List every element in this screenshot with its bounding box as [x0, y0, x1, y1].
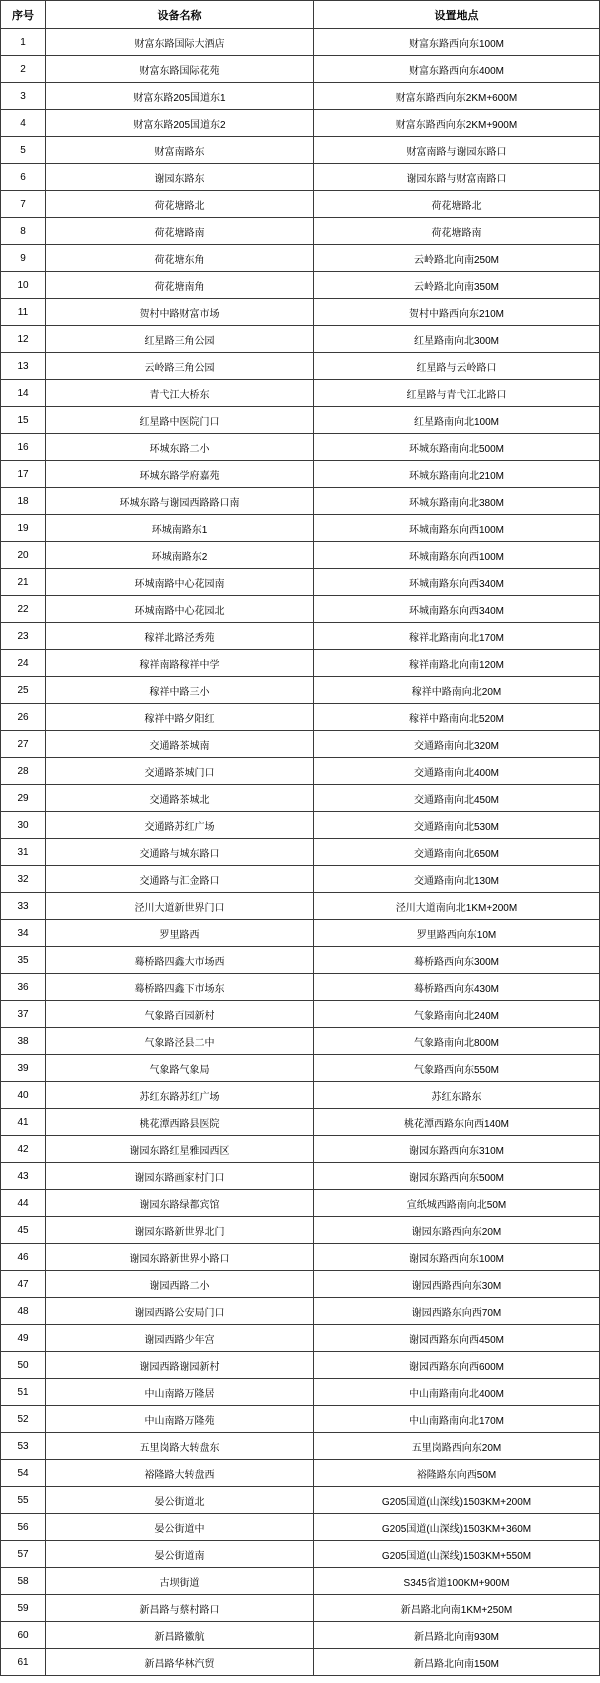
table-row [1, 218, 600, 245]
row-index: 57 [1, 1541, 46, 1568]
row-index: 51 [1, 1379, 46, 1406]
table-body [1, 29, 600, 1676]
row-location: 环城南路东向西340M [314, 569, 600, 596]
row-index: 12 [1, 326, 46, 353]
row-device-name: 交通路与汇金路口 [46, 866, 314, 893]
table-row [1, 1136, 600, 1163]
row-index: 22 [1, 596, 46, 623]
row-device-name: 环城东路学府嘉苑 [46, 461, 314, 488]
row-location: 环城东路南向北210M [314, 461, 600, 488]
row-index: 26 [1, 704, 46, 731]
row-index: 25 [1, 677, 46, 704]
row-location: 谢园西路东向西450M [314, 1325, 600, 1352]
row-device-name: 蓦桥路四鑫大市场西 [46, 947, 314, 974]
row-location: 苏红东路东 [314, 1082, 600, 1109]
row-index: 21 [1, 569, 46, 596]
row-device-name: 荷花塘东角 [46, 245, 314, 272]
row-index: 49 [1, 1325, 46, 1352]
row-device-name: 稼祥北路泾秀苑 [46, 623, 314, 650]
row-location: 泾川大道南向北1KM+200M [314, 893, 600, 920]
row-index: 58 [1, 1568, 46, 1595]
row-location: 气象路南向北800M [314, 1028, 600, 1055]
row-location: 谢园东路与财富南路口 [314, 164, 600, 191]
row-location: 财富东路西向东100M [314, 29, 600, 56]
row-index: 42 [1, 1136, 46, 1163]
row-device-name: 财富东路205国道东2 [46, 110, 314, 137]
row-index: 36 [1, 974, 46, 1001]
header-row [1, 1, 600, 29]
row-location: 交通路南向北400M [314, 758, 600, 785]
row-device-name: 贺村中路财富市场 [46, 299, 314, 326]
table-row [1, 1082, 600, 1109]
row-location: 稼祥中路南向北520M [314, 704, 600, 731]
row-location: 桃花潭西路东向西140M [314, 1109, 600, 1136]
row-location: 云岭路北向南250M [314, 245, 600, 272]
header-device-name: 设备名称 [46, 1, 314, 29]
row-device-name: 稼祥南路稼祥中学 [46, 650, 314, 677]
table-row [1, 1028, 600, 1055]
row-location: 稼祥南路北向南120M [314, 650, 600, 677]
row-index: 24 [1, 650, 46, 677]
table-row [1, 1487, 600, 1514]
row-device-name: 谢园西路少年宫 [46, 1325, 314, 1352]
row-location: S345省道100KM+900M [314, 1568, 600, 1595]
row-index: 44 [1, 1190, 46, 1217]
row-location: 蓦桥路西向东430M [314, 974, 600, 1001]
row-location: G205国道(山深线)1503KM+200M [314, 1487, 600, 1514]
row-index: 10 [1, 272, 46, 299]
row-index: 19 [1, 515, 46, 542]
row-location: 稼祥北路南向北170M [314, 623, 600, 650]
row-device-name: 中山南路万隆居 [46, 1379, 314, 1406]
table-row [1, 1568, 600, 1595]
row-location: 环城南路东向西340M [314, 596, 600, 623]
row-index: 47 [1, 1271, 46, 1298]
row-device-name: 晏公街道北 [46, 1487, 314, 1514]
row-index: 50 [1, 1352, 46, 1379]
row-device-name: 泾川大道新世界门口 [46, 893, 314, 920]
row-location: 财富南路与谢园东路口 [314, 137, 600, 164]
row-index: 6 [1, 164, 46, 191]
table-row [1, 1244, 600, 1271]
row-location: 环城南路东向西100M [314, 515, 600, 542]
row-device-name: 中山南路万隆苑 [46, 1406, 314, 1433]
table-row [1, 758, 600, 785]
row-index: 8 [1, 218, 46, 245]
row-index: 33 [1, 893, 46, 920]
row-location: 谢园东路西向东100M [314, 1244, 600, 1271]
row-index: 60 [1, 1622, 46, 1649]
row-device-name: 环城南路东2 [46, 542, 314, 569]
row-location: 中山南路南向北170M [314, 1406, 600, 1433]
row-location: 谢园西路东向西70M [314, 1298, 600, 1325]
table-row [1, 1001, 600, 1028]
row-device-name: 晏公街道南 [46, 1541, 314, 1568]
row-device-name: 古坝街道 [46, 1568, 314, 1595]
row-location: 谢园东路西向东20M [314, 1217, 600, 1244]
table-row [1, 272, 600, 299]
row-device-name: 云岭路三角公园 [46, 353, 314, 380]
row-device-name: 谢园西路公安局门口 [46, 1298, 314, 1325]
table-row [1, 1163, 600, 1190]
row-device-name: 谢园东路绿都宾馆 [46, 1190, 314, 1217]
row-location: 谢园东路西向东500M [314, 1163, 600, 1190]
row-device-name: 交通路茶城南 [46, 731, 314, 758]
table-row [1, 326, 600, 353]
table-row [1, 731, 600, 758]
table-row [1, 353, 600, 380]
row-index: 56 [1, 1514, 46, 1541]
header-index: 序号 [1, 1, 46, 29]
row-location: 宣纸城西路南向北50M [314, 1190, 600, 1217]
row-location: 荷花塘路北 [314, 191, 600, 218]
row-location: 新昌路北向南150M [314, 1649, 600, 1676]
row-index: 40 [1, 1082, 46, 1109]
row-index: 2 [1, 56, 46, 83]
row-device-name: 红星路三角公园 [46, 326, 314, 353]
row-location: 中山南路南向北400M [314, 1379, 600, 1406]
row-index: 39 [1, 1055, 46, 1082]
row-location: 环城南路东向西100M [314, 542, 600, 569]
table-row [1, 704, 600, 731]
row-location: 裕隆路东向西50M [314, 1460, 600, 1487]
row-location: 红星路南向北100M [314, 407, 600, 434]
table-row [1, 1433, 600, 1460]
row-index: 18 [1, 488, 46, 515]
row-device-name: 谢园西路二小 [46, 1271, 314, 1298]
table-row [1, 839, 600, 866]
table-row [1, 1514, 600, 1541]
table-row [1, 1379, 600, 1406]
table-row [1, 1325, 600, 1352]
row-location: G205国道(山深线)1503KM+550M [314, 1541, 600, 1568]
row-device-name: 气象路气象局 [46, 1055, 314, 1082]
row-location: 谢园东路西向东310M [314, 1136, 600, 1163]
row-device-name: 环城南路中心花园南 [46, 569, 314, 596]
row-index: 7 [1, 191, 46, 218]
row-location: 贺村中路西向东210M [314, 299, 600, 326]
row-location: G205国道(山深线)1503KM+360M [314, 1514, 600, 1541]
table-row [1, 569, 600, 596]
row-location: 财富东路西向东2KM+600M [314, 83, 600, 110]
row-device-name: 谢园西路谢园新村 [46, 1352, 314, 1379]
table-row [1, 434, 600, 461]
row-index: 61 [1, 1649, 46, 1676]
table-row [1, 164, 600, 191]
table-row [1, 1649, 600, 1676]
row-device-name: 交通路苏红广场 [46, 812, 314, 839]
row-device-name: 环城南路中心花园北 [46, 596, 314, 623]
table-row [1, 515, 600, 542]
table-row [1, 29, 600, 56]
table-row [1, 110, 600, 137]
row-index: 34 [1, 920, 46, 947]
table-row [1, 1055, 600, 1082]
row-location: 红星路与青弋江北路口 [314, 380, 600, 407]
row-index: 14 [1, 380, 46, 407]
row-location: 蓦桥路西向东300M [314, 947, 600, 974]
row-location: 交通路南向北650M [314, 839, 600, 866]
table-row [1, 1271, 600, 1298]
row-index: 3 [1, 83, 46, 110]
row-location: 交通路南向北450M [314, 785, 600, 812]
table-row [1, 542, 600, 569]
row-location: 谢园西路东向西600M [314, 1352, 600, 1379]
row-location: 环城东路南向北380M [314, 488, 600, 515]
row-index: 41 [1, 1109, 46, 1136]
row-device-name: 谢园东路东 [46, 164, 314, 191]
row-location: 荷花塘路南 [314, 218, 600, 245]
row-device-name: 交通路茶城门口 [46, 758, 314, 785]
table-row [1, 299, 600, 326]
row-device-name: 交通路茶城北 [46, 785, 314, 812]
row-device-name: 青弋江大桥东 [46, 380, 314, 407]
table-row [1, 1460, 600, 1487]
row-index: 54 [1, 1460, 46, 1487]
row-index: 15 [1, 407, 46, 434]
row-device-name: 财富东路国际花苑 [46, 56, 314, 83]
table-row [1, 623, 600, 650]
table-row [1, 1217, 600, 1244]
table-row [1, 812, 600, 839]
row-index: 48 [1, 1298, 46, 1325]
row-device-name: 谢园东路画家村门口 [46, 1163, 314, 1190]
row-device-name: 新昌路徽航 [46, 1622, 314, 1649]
row-device-name: 荷花塘南角 [46, 272, 314, 299]
row-device-name: 环城东路与谢园西路路口南 [46, 488, 314, 515]
row-index: 52 [1, 1406, 46, 1433]
row-index: 16 [1, 434, 46, 461]
row-location: 财富东路西向东400M [314, 56, 600, 83]
table-row [1, 866, 600, 893]
row-index: 13 [1, 353, 46, 380]
row-index: 27 [1, 731, 46, 758]
row-index: 11 [1, 299, 46, 326]
row-location: 罗里路西向东10M [314, 920, 600, 947]
row-device-name: 稼祥中路夕阳红 [46, 704, 314, 731]
table-row [1, 83, 600, 110]
row-device-name: 财富东路205国道东1 [46, 83, 314, 110]
row-device-name: 谢园东路红星雅园西区 [46, 1136, 314, 1163]
row-index: 45 [1, 1217, 46, 1244]
row-location: 稼祥中路南向北20M [314, 677, 600, 704]
row-index: 23 [1, 623, 46, 650]
row-index: 37 [1, 1001, 46, 1028]
table-row [1, 920, 600, 947]
row-device-name: 谢园东路新世界小路口 [46, 1244, 314, 1271]
row-location: 五里岗路西向东20M [314, 1433, 600, 1460]
row-device-name: 财富南路东 [46, 137, 314, 164]
row-index: 55 [1, 1487, 46, 1514]
row-index: 30 [1, 812, 46, 839]
row-index: 4 [1, 110, 46, 137]
row-location: 交通路南向北320M [314, 731, 600, 758]
table-row [1, 461, 600, 488]
table-row [1, 974, 600, 1001]
table-row [1, 1190, 600, 1217]
table-row [1, 1109, 600, 1136]
row-index: 28 [1, 758, 46, 785]
table-row [1, 785, 600, 812]
row-location: 云岭路北向南350M [314, 272, 600, 299]
row-device-name: 新昌路华林汽贸 [46, 1649, 314, 1676]
row-location: 新昌路北向南1KM+250M [314, 1595, 600, 1622]
row-index: 31 [1, 839, 46, 866]
table-row [1, 137, 600, 164]
table-row [1, 245, 600, 272]
table-row [1, 1406, 600, 1433]
row-device-name: 财富东路国际大酒店 [46, 29, 314, 56]
row-device-name: 环城东路二小 [46, 434, 314, 461]
row-index: 17 [1, 461, 46, 488]
row-index: 35 [1, 947, 46, 974]
row-location: 气象路南向北240M [314, 1001, 600, 1028]
row-index: 38 [1, 1028, 46, 1055]
row-device-name: 蓦桥路四鑫下市场东 [46, 974, 314, 1001]
row-device-name: 新昌路与蔡村路口 [46, 1595, 314, 1622]
row-location: 红星路南向北300M [314, 326, 600, 353]
table-row [1, 893, 600, 920]
table-row [1, 1352, 600, 1379]
table-row [1, 488, 600, 515]
row-index: 46 [1, 1244, 46, 1271]
row-index: 20 [1, 542, 46, 569]
table-row [1, 407, 600, 434]
row-location: 红星路与云岭路口 [314, 353, 600, 380]
table-row [1, 191, 600, 218]
row-index: 9 [1, 245, 46, 272]
row-index: 5 [1, 137, 46, 164]
row-device-name: 红星路中医院门口 [46, 407, 314, 434]
row-device-name: 气象路泾县二中 [46, 1028, 314, 1055]
row-location: 环城东路南向北500M [314, 434, 600, 461]
table-row [1, 1622, 600, 1649]
row-index: 32 [1, 866, 46, 893]
table-row [1, 650, 600, 677]
table-row [1, 947, 600, 974]
row-location: 新昌路北向南930M [314, 1622, 600, 1649]
header-location: 设置地点 [314, 1, 600, 29]
table-row [1, 380, 600, 407]
row-device-name: 谢园东路新世界北门 [46, 1217, 314, 1244]
row-index: 59 [1, 1595, 46, 1622]
table-row [1, 1595, 600, 1622]
table-row [1, 1541, 600, 1568]
row-index: 53 [1, 1433, 46, 1460]
row-device-name: 罗里路西 [46, 920, 314, 947]
row-location: 谢园西路西向东30M [314, 1271, 600, 1298]
row-location: 交通路南向北530M [314, 812, 600, 839]
row-device-name: 桃花潭西路县医院 [46, 1109, 314, 1136]
row-index: 43 [1, 1163, 46, 1190]
row-device-name: 荷花塘路南 [46, 218, 314, 245]
row-device-name: 荷花塘路北 [46, 191, 314, 218]
row-device-name: 气象路百园新村 [46, 1001, 314, 1028]
row-index: 29 [1, 785, 46, 812]
row-device-name: 环城南路东1 [46, 515, 314, 542]
table-row [1, 1298, 600, 1325]
row-device-name: 五里岗路大转盘东 [46, 1433, 314, 1460]
row-device-name: 苏红东路苏红广场 [46, 1082, 314, 1109]
row-device-name: 交通路与城东路口 [46, 839, 314, 866]
row-location: 气象路西向东550M [314, 1055, 600, 1082]
row-device-name: 裕隆路大转盘西 [46, 1460, 314, 1487]
table-row [1, 596, 600, 623]
row-device-name: 稼祥中路三小 [46, 677, 314, 704]
row-device-name: 晏公街道中 [46, 1514, 314, 1541]
row-location: 交通路南向北130M [314, 866, 600, 893]
table-row [1, 56, 600, 83]
row-index: 1 [1, 29, 46, 56]
row-location: 财富东路西向东2KM+900M [314, 110, 600, 137]
table-row [1, 677, 600, 704]
